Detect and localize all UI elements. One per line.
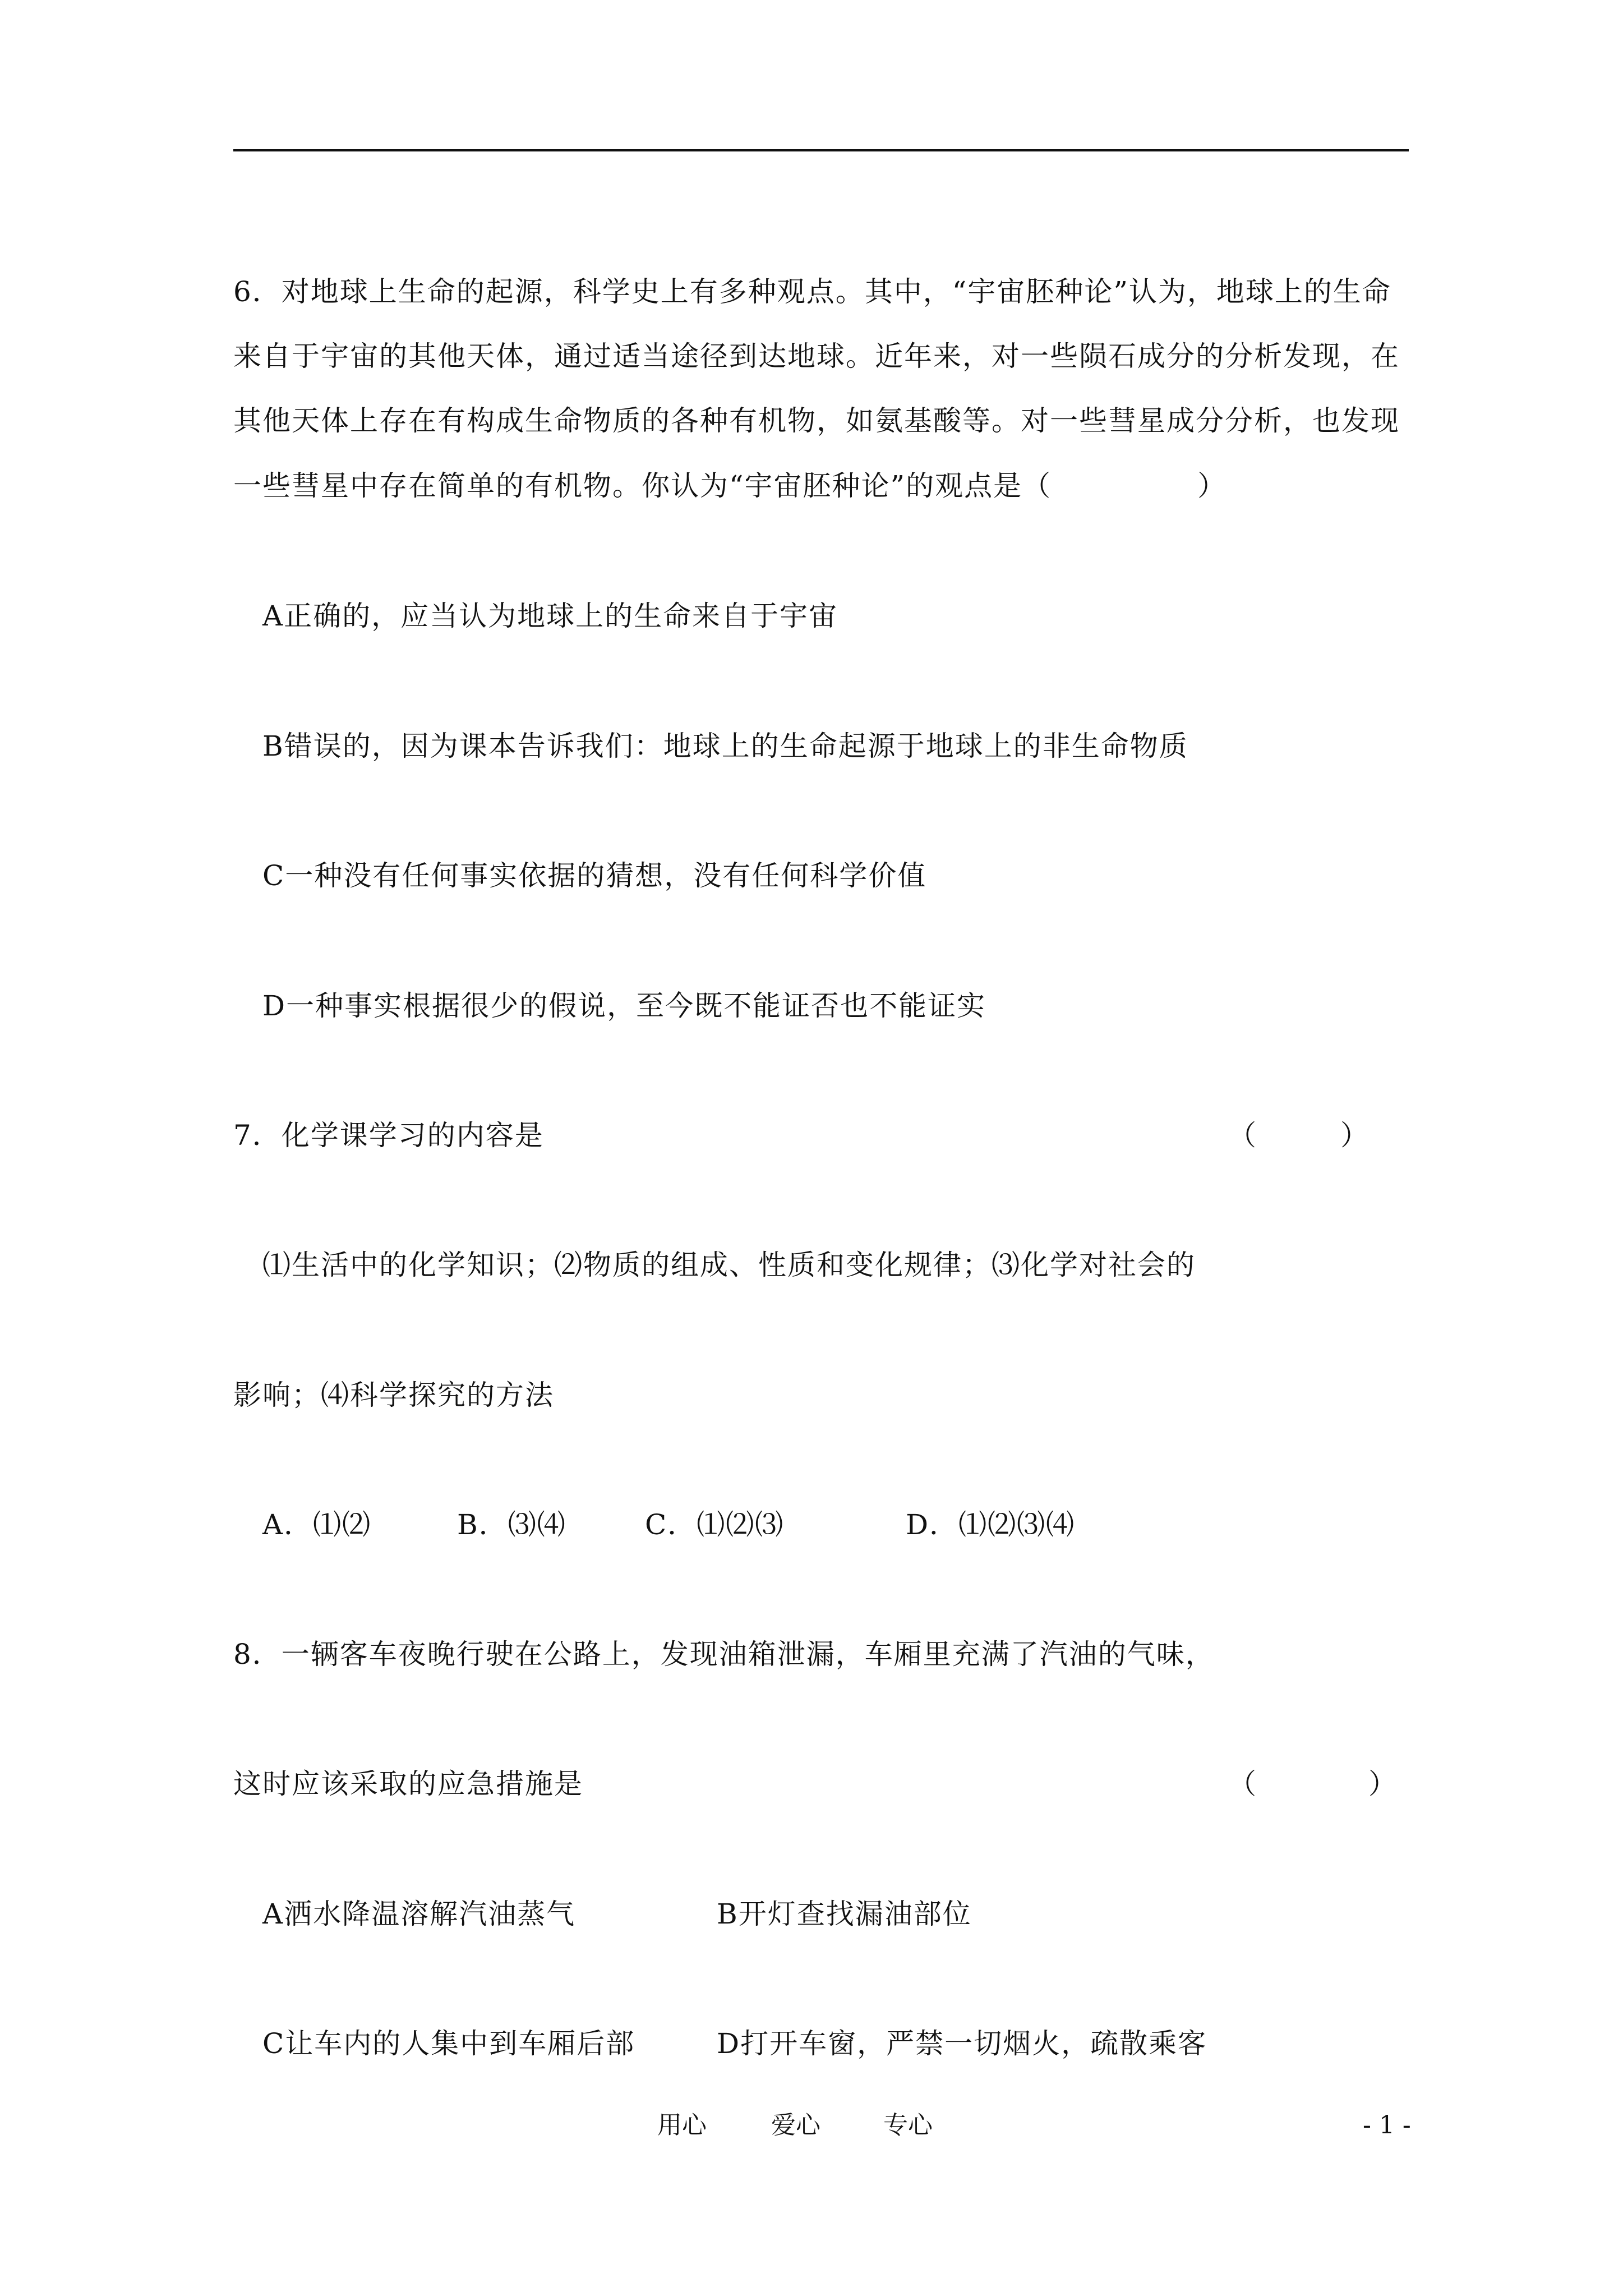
q8-option-d: D打开车窗，严禁一切烟火，疏散乘客 [717, 2027, 1207, 2060]
q6-option-c: C一种没有任何事实依据的猜想，没有任何科学价值 [262, 859, 927, 892]
q6-stem-line-2: 来自于宇宙的其他天体，通过适当途径到达地球。近年来，对一些陨石成分的分析发现，在 [233, 340, 1400, 372]
q7-content-line-2: 影响；⑷科学探究的方法 [233, 1379, 554, 1411]
q6-stem-line-3: 其他天体上存在有构成生命物质的各种有机物，如氨基酸等。对一些彗星成分分析，也发现 [233, 404, 1400, 437]
q8-answer-paren: （ ） [1228, 1768, 1396, 1800]
q8-option-c: C让车内的人集中到车厢后部 [262, 2027, 635, 2060]
footer-motto-1: 用心 [657, 2111, 707, 2139]
q6-option-b: B错误的，因为课本告诉我们：地球上的生命起源于地球上的非生命物质 [262, 730, 1188, 762]
q8-stem-line-1: 8．一辆客车夜晚行驶在公路上，发现油箱泄漏，车厢里充满了汽油的气味， [233, 1638, 1215, 1671]
q7-option-d: D．⑴⑵⑶⑷ [906, 1508, 1076, 1541]
q6-option-a: A正确的，应当认为地球上的生命来自于宇宙 [262, 600, 838, 632]
footer-motto-3: 专心 [883, 2111, 933, 2139]
page-number: - 1 - [1363, 2111, 1411, 2139]
q7-content-line-1: ⑴生活中的化学知识；⑵物质的组成、性质和变化规律；⑶化学对社会的 [262, 1249, 1196, 1281]
q7-option-c: C．⑴⑵⑶ [645, 1508, 785, 1541]
q6-stem-line-4: 一些彗星中存在简单的有机物。你认为“宇宙胚种论”的观点是（ ） [233, 470, 1227, 502]
q7-stem: 7．化学课学习的内容是 [233, 1119, 544, 1152]
footer-motto-2: 爱心 [771, 2111, 820, 2139]
q8-stem-line-2: 这时应该采取的应急措施是 [233, 1768, 583, 1800]
q7-answer-paren: （ ） [1228, 1119, 1368, 1152]
q7-option-a: A．⑴⑵ [262, 1508, 372, 1541]
q6-stem-line-1: 6．对地球上生命的起源，科学史上有多种观点。其中，“宇宙胚种论”认为，地球上的生命 [233, 275, 1391, 308]
q8-option-a: A洒水降温溶解汽油蒸气 [262, 1898, 576, 1930]
q6-option-d: D一种事实根据很少的假说，至今既不能证否也不能证实 [262, 990, 986, 1022]
header-rule [233, 149, 1409, 151]
q8-option-b: B开灯查找漏油部位 [717, 1898, 972, 1930]
q7-option-b: B．⑶⑷ [457, 1508, 566, 1541]
